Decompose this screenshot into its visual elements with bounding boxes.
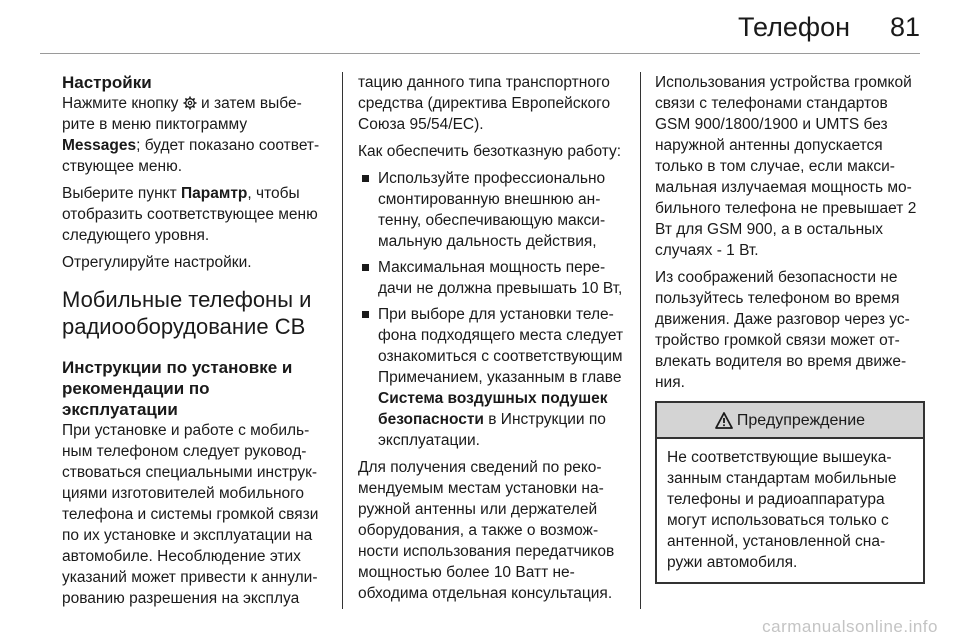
settings-paragraph-2: Выберите пункт Парамтр, чтобы отобразить соответствующее меню следующего уровня. [62,185,318,244]
settings-heading: Настройки [62,73,152,92]
settings-paragraph-1: Нажмите кнопку и затем выберите в меню пиктограмму Messages; будет показано соответствующее меню. [62,95,320,175]
warning-text: Не соответствующие вышеуказанным стандартам мобильные телефоны и радиоаппаратура могут использоваться только с антенной, установленной снаружи автомобиля. [667,449,897,571]
column-divider-1 [342,72,343,609]
column-2 [358,72,625,610]
section-heading: Мобильные телефоны и радиооборудование СВ [62,287,312,339]
warning-box [655,401,925,584]
col3-paragraph-2: Из соображений безопасности не пользуйтесь телефоном во время движения. Даже разговор через устройство громкой связи может отвлекать водителя во время движения. [655,269,910,391]
watermark: carmanualsonline.info [762,617,938,636]
settings-gear-icon [183,95,197,109]
warning-title: Предупреждение [736,411,866,429]
list-item: Максимальная мощность передачи не должна превышать 10 Вт, [358,257,625,299]
col2-paragraph-3: Для получения сведений по рекомендуемым местам установки наружной антенны или держателей оборудования, а также о возможности использования передатчиков мощностью более 10 Ватт необходима отдельная консультация. [358,459,615,602]
list-item: При выборе для установки телефона подходящего места следует ознакомиться с соответствующим Примечанием, указанным в главе Система воздушных подушек безопасности в Инструкции по эксплуатации. [358,304,625,451]
page-title: Телефон [737,12,850,42]
col2-paragraph-2: Как обеспечить безотказную работу: [358,143,622,160]
list-item: Используйте профессионально смонтированную внешнюю антенну, обеспечивающую максимальную дальность действия, [358,168,625,252]
col2-paragraph-1: тацию данного типа транспортного средства (директива Европейского Союза 95/54/EC). [358,74,611,133]
warning-triangle-icon [715,412,733,429]
page-number: 81 [889,12,920,42]
recommendations-list [358,168,625,451]
header-divider [40,53,920,54]
settings-paragraph-3: Отрегулируйте настройки. [62,254,252,271]
column-divider-2 [640,72,641,609]
subsection-paragraph: При установке и работе с мобильным телефоном следует руководствоваться специальными инструкциями изготовителей мобильного телефона и системы громкой связи по их установке и эксплуатации на автомобиле. Несоблюдение этих указаний может привести к аннулированию разрешения на эксплуа [62,422,319,607]
page-header [0,0,960,56]
warning-header [657,403,923,439]
column-3 [655,72,925,584]
col3-paragraph-1: Использования устройства громкой связи с телефонами стандартов GSM 900/1800/1900 и UMTS без наружной антенны допускается только в том случае, если максимальная излучаемая мощность мобильного телефона не превышает 2 Вт для GSM 900, а в остальных случаях - 1 Вт. [655,74,917,259]
column-1 [62,72,328,615]
subsection-heading: Инструкции по установке и рекомендации по эксплуатации [62,358,293,419]
